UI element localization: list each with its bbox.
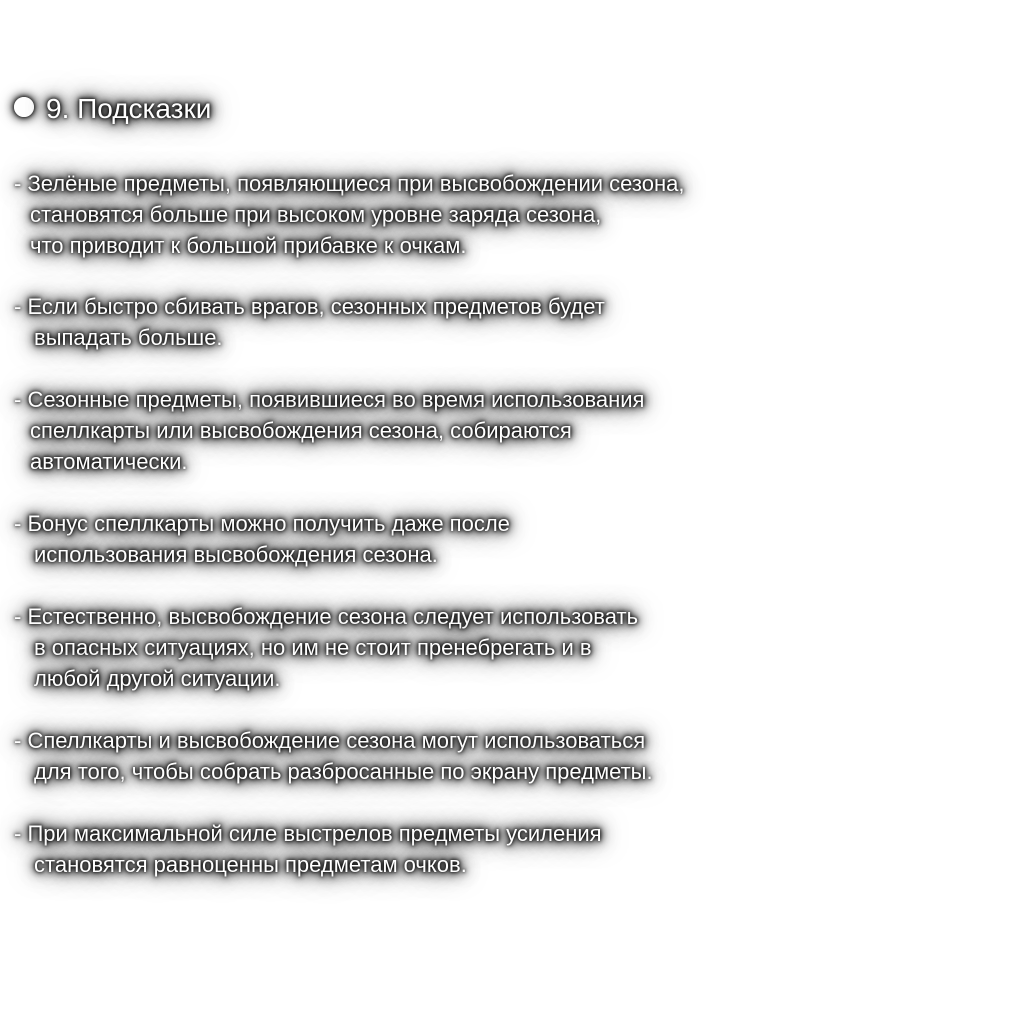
tip-line: любой другой ситуации. bbox=[34, 666, 281, 691]
tip-line: становятся больше при высоком уровне заряда сезона, bbox=[30, 202, 602, 227]
tip-line: становятся равноценны предметам очков. bbox=[34, 852, 467, 877]
tip-line: что приводит к большой прибавке к очкам. bbox=[30, 233, 467, 258]
tip-line: - Если быстро сбивать врагов, сезонных предметов будет bbox=[14, 294, 605, 319]
circle-bullet-icon bbox=[14, 97, 34, 117]
tip-item bbox=[14, 168, 685, 261]
tip-line: автоматически. bbox=[30, 449, 188, 474]
tip-item bbox=[14, 601, 638, 694]
section-heading bbox=[14, 92, 211, 126]
tip-line: - Спеллкарты и высвобождение сезона могут использоваться bbox=[14, 728, 646, 753]
tip-line: - Зелёные предметы, появляющиеся при высвобождении сезона, bbox=[14, 171, 685, 196]
tip-item bbox=[14, 818, 602, 880]
tip-line: - При максимальной силе выстрелов предметы усиления bbox=[14, 821, 602, 846]
tip-item bbox=[14, 291, 605, 353]
tip-line: - Сезонные предметы, появившиеся во время использования bbox=[14, 387, 645, 412]
tip-line: в опасных ситуациях, но им не стоит пренебрегать и в bbox=[34, 635, 592, 660]
tip-item bbox=[14, 384, 644, 477]
tip-item bbox=[14, 725, 653, 787]
tip-line: - Бонус спеллкарты можно получить даже после bbox=[14, 511, 510, 536]
tip-line: использования высвобождения сезона. bbox=[34, 542, 438, 567]
tip-line: для того, чтобы собрать разбросанные по экрану предметы. bbox=[34, 759, 653, 784]
tip-line: спеллкарты или высвобождения сезона, собираются bbox=[30, 418, 572, 443]
section-title: 9. Подсказки bbox=[46, 93, 212, 124]
tip-item bbox=[14, 508, 510, 570]
tip-line: - Естественно, высвобождение сезона следует использовать bbox=[14, 604, 639, 629]
tip-line: выпадать больше. bbox=[34, 325, 223, 350]
